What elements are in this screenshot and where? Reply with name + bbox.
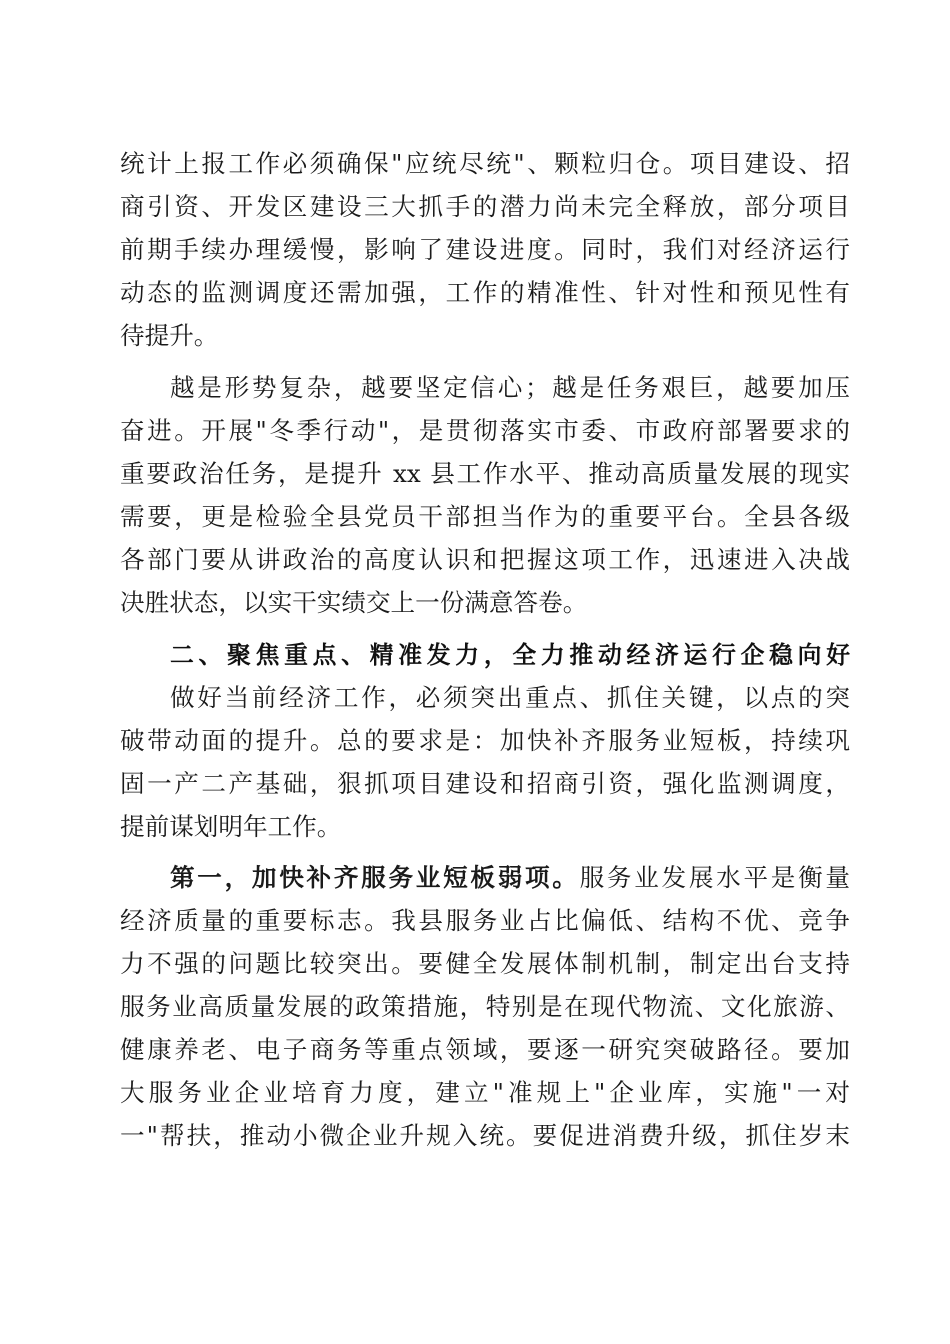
paragraph-4-line-1: [170, 858, 850, 898]
paragraph-4-line-5: 健康养老、电子商务等重点领域，要逐一研究突破路径。要加: [120, 1035, 850, 1064]
paragraph-2-line-2: 奋进。开展"冬季行动"，是贯彻落实市委、市政府部署要求的: [120, 416, 850, 445]
paragraph-1-line-1: 统计上报工作必须确保"应统尽统"、颗粒归仓。项目建设、招: [120, 149, 850, 178]
paragraph-3-line-4: 提前谋划明年工作。: [120, 812, 342, 841]
paragraph-4-line-7: 一"帮扶，推动小微企业升规入统。要促进消费升级，抓住岁末: [120, 1121, 850, 1150]
paragraph-2-line-3: 重要政治任务，是提升 xx 县工作水平、推动高质量发展的现实: [120, 459, 850, 488]
paragraph-4-lead: 第一，加快补齐服务业短板弱项。: [170, 863, 580, 892]
paragraph-2-line-1: 越是形势复杂，越要坚定信心；越是任务艰巨，越要加压: [170, 373, 850, 402]
paragraph-4-line-4: 服务业高质量发展的政策措施，特别是在现代物流、文化旅游、: [120, 992, 850, 1021]
paragraph-3-line-2: 破带动面的提升。总的要求是：加快补齐服务业短板，持续巩: [120, 726, 850, 755]
paragraph-3-line-1: 做好当前经济工作，必须突出重点、抓住关键，以点的突: [170, 683, 850, 712]
paragraph-4-first-line-rest: 服务业发展水平是衡量: [579, 863, 850, 892]
paragraph-1-line-5: 待提升。: [120, 321, 219, 350]
paragraph-2-line-4: 需要，更是检验全县党员干部担当作为的重要平台。全县各级: [120, 502, 850, 531]
paragraph-2-line-6: 决胜状态，以实干实绩交上一份满意答卷。: [120, 588, 588, 617]
paragraph-4-line-2: 经济质量的重要标志。我县服务业占比偏低、结构不优、竞争: [120, 906, 850, 935]
paragraph-3-line-3: 固一产二产基础，狠抓项目建设和招商引资，强化监测调度，: [120, 769, 850, 798]
paragraph-1-line-2: 商引资、开发区建设三大抓手的潜力尚未完全释放，部分项目: [120, 192, 850, 221]
paragraph-1-line-3: 前期手续办理缓慢，影响了建设进度。同时，我们对经济运行: [120, 235, 850, 264]
paragraph-4-line-3: 力不强的问题比较突出。要健全发展体制机制，制定出台支持: [120, 949, 850, 978]
section-heading: 二、聚焦重点、精准发力，全力推动经济运行企稳向好: [170, 641, 850, 669]
paragraph-2-line-5: 各部门要从讲政治的高度认识和把握这项工作，迅速进入决战: [120, 545, 850, 574]
paragraph-1-line-4: 动态的监测调度还需加强，工作的精准性、针对性和预见性有: [120, 278, 850, 307]
paragraph-4-line-6: 大服务业企业培育力度，建立"准规上"企业库，实施"一对: [120, 1078, 850, 1107]
